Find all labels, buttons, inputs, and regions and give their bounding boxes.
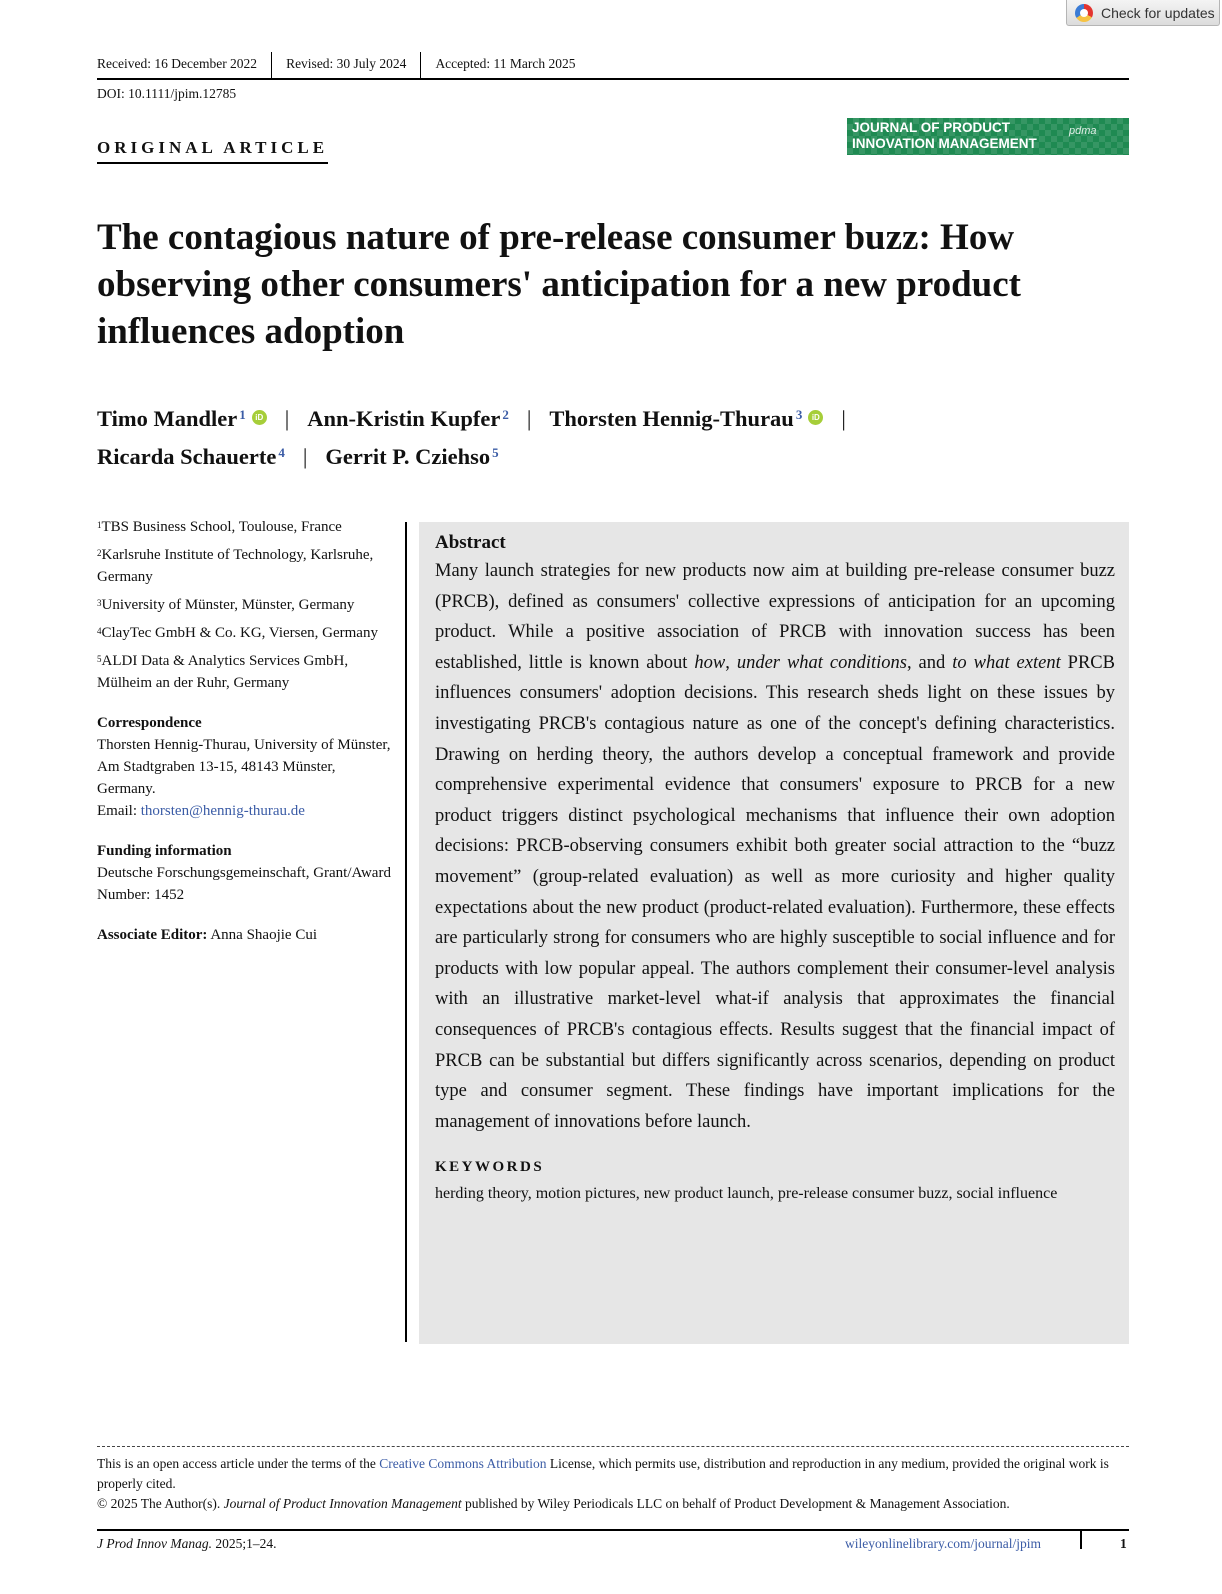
abstract-segment: , <box>725 652 737 673</box>
journal-logo <box>847 118 1129 155</box>
orcid-icon[interactable]: iD <box>808 410 823 425</box>
affiliation-text: University of Münster, Münster, Germany <box>101 597 355 613</box>
affiliation <box>97 544 397 588</box>
journal-logo-line2: INNOVATION MANAGEMENT <box>852 136 1037 151</box>
license-text <box>97 1454 1129 1494</box>
affiliation-ref[interactable]: 5 <box>492 445 499 460</box>
revised-date: Revised: 30 July 2024 <box>286 56 407 71</box>
column-divider <box>405 522 407 1342</box>
affiliation-text: Karlsruhe Institute of Technology, Karlsruhe, Germany <box>97 547 374 585</box>
abstract-segment: , and <box>906 652 953 673</box>
abstract-segment: PRCB influences consumers' adoption decisions. This research sheds light on these issues by investigating PRCB's contagious nature as one of the concept's defining characteristics. Drawing on herding theory, the authors develop a conceptual framework and provide comprehensive experimental evidence that consumers' exposure to PRCB for a new product triggers distinct psychological mechanisms that influence their own adoption decisions: PRCB-observing consumers exhibit both greater social attraction to the “buzz movement” (group-related evaluation) as well as more curiosity and higher quality expectations about the new product (product-related evaluation). Furthermore, these effects are particularly strong for consumers who are highly susceptible to social influence and for products with low popular appeal. The authors complement their consumer-level analysis with an illustrative market-level what-if analysis that approximates the financial consequences of PRCB's contagious effects. Results suggest that the financial impact of PRCB can be substantial but differs significantly across scenarios, depending on product type and consumer segment. These findings have important implications for the management of innovations before launch. <box>435 652 1115 1132</box>
author-name[interactable]: Timo Mandler <box>97 406 238 431</box>
orcid-icon[interactable]: iD <box>252 410 267 425</box>
funding-text: Deutsche Forschungsgemeinschaft, Grant/Award Number: 1452 <box>97 865 391 903</box>
affiliation <box>97 594 397 616</box>
copyright-journal: Journal of Product Innovation Management <box>223 1496 462 1511</box>
correspondence-heading: Correspondence <box>97 715 202 731</box>
footer-rule <box>97 1529 1129 1531</box>
abstract-emphasis: how <box>694 652 726 673</box>
affiliation <box>97 650 397 694</box>
affiliation <box>97 622 397 644</box>
editor-label: Associate Editor: <box>97 927 208 943</box>
abstract-text <box>435 556 1115 1137</box>
affiliation-ref[interactable]: 3 <box>795 407 803 422</box>
author-name[interactable]: Thorsten Hennig-Thurau <box>549 406 794 431</box>
author-name[interactable]: Gerrit P. Cziehso <box>325 444 491 469</box>
license-link[interactable]: Creative Commons Attribution <box>379 1456 547 1471</box>
journal-url-link[interactable]: wileyonlinelibrary.com/journal/jpim <box>845 1536 1041 1551</box>
editor-name: Anna Shaojie Cui <box>210 927 317 943</box>
correspondence-email <box>97 800 397 822</box>
affiliation-number: 5 <box>97 654 102 664</box>
check-for-updates-button[interactable] <box>1066 0 1220 26</box>
journal-logo-line1: JOURNAL OF PRODUCT <box>852 120 1011 135</box>
sidebar-info <box>97 516 397 946</box>
separator: | <box>302 444 308 469</box>
copyright <box>97 1494 1129 1514</box>
citation-journal: J Prod Innov Manag. <box>97 1536 212 1551</box>
divider <box>420 52 421 78</box>
copyright-segment: © 2025 The Author(s). <box>97 1496 224 1511</box>
correspondence-text: Thorsten Hennig-Thurau, University of Münster, Am Stadtgraben 13-15, 48143 Münster, Germany. <box>97 737 391 797</box>
copyright-segment: published by Wiley Periodicals LLC on behalf of Product Development & Management Association. <box>461 1496 1010 1511</box>
received-date: Received: 16 December 2022 <box>97 56 258 71</box>
separator: | <box>284 406 290 431</box>
affiliation <box>97 516 397 538</box>
article-type: ORIGINAL ARTICLE <box>97 138 328 164</box>
affiliation-text: TBS Business School, Toulouse, France <box>101 519 342 535</box>
accepted-date: Accepted: 11 March 2025 <box>435 56 576 71</box>
email-link[interactable]: thorsten@hennig-thurau.de <box>140 803 305 819</box>
affiliation-number: 2 <box>97 548 102 558</box>
doi: DOI: 10.1111/jpim.12785 <box>97 86 237 101</box>
correspondence <box>97 712 397 822</box>
footnote-divider <box>97 1446 1129 1447</box>
affiliation-ref[interactable]: 2 <box>502 407 509 422</box>
article-title: The contagious nature of pre-release consumer buzz: How observing other consumers' anticipation for a new product influences adoption <box>97 217 1021 352</box>
affiliation-number: 4 <box>97 626 102 636</box>
abstract-emphasis: to what extent <box>952 652 1061 673</box>
abstract-segment: Many launch strategies for new products now aim at building pre-release consumer buzz (PRCB), defined as consumers' collective expressions of anticipation for an upcoming product. While a positive association of PRCB with innovation success has been established, little is known about <box>435 561 1115 673</box>
abstract-heading: Abstract <box>435 532 506 553</box>
keywords-heading: KEYWORDS <box>435 1159 545 1176</box>
abstract-box <box>419 522 1129 1344</box>
separator: | <box>526 406 532 431</box>
affiliation-number: 1 <box>97 520 102 530</box>
license-note <box>97 1454 1129 1514</box>
citation-rest: 2025;1–24. <box>211 1536 277 1551</box>
associate-editor <box>97 924 397 946</box>
footer-divider <box>1080 1531 1082 1549</box>
email-label: Email: <box>97 803 137 819</box>
separator: | <box>841 406 846 431</box>
keywords-text: herding theory, motion pictures, new product launch, pre-release consumer buzz, social influence <box>435 1185 1058 1203</box>
author-name[interactable]: Ann-Kristin Kupfer <box>307 406 501 431</box>
pdma-logo: pdma <box>1069 125 1097 137</box>
affiliation-text: ALDI Data & Analytics Services GmbH, Mülheim an der Ruhr, Germany <box>97 653 349 691</box>
history-dates <box>97 56 1129 80</box>
affiliation-ref[interactable]: 4 <box>278 445 285 460</box>
affiliation-ref[interactable]: 1 <box>239 407 246 422</box>
citation <box>97 1536 277 1552</box>
abstract-emphasis: under what conditions <box>736 652 907 673</box>
crossmark-icon <box>1075 4 1093 22</box>
affiliation-number: 3 <box>97 598 102 608</box>
author-list <box>97 400 1137 476</box>
check-for-updates-label: Check for updates <box>1101 4 1215 21</box>
license-segment: License, which permits use, distribution and reproduction in any medium, provided the original work is properly cited. <box>97 1456 1109 1491</box>
funding <box>97 840 397 906</box>
license-segment: This is an open access article under the terms of the <box>97 1456 380 1471</box>
page-number: 1 <box>1120 1536 1127 1551</box>
affiliation-text: ClayTec GmbH & Co. KG, Viersen, Germany <box>101 625 378 641</box>
funding-heading: Funding information <box>97 843 232 859</box>
divider <box>271 52 272 78</box>
author-name[interactable]: Ricarda Schauerte <box>97 444 277 469</box>
